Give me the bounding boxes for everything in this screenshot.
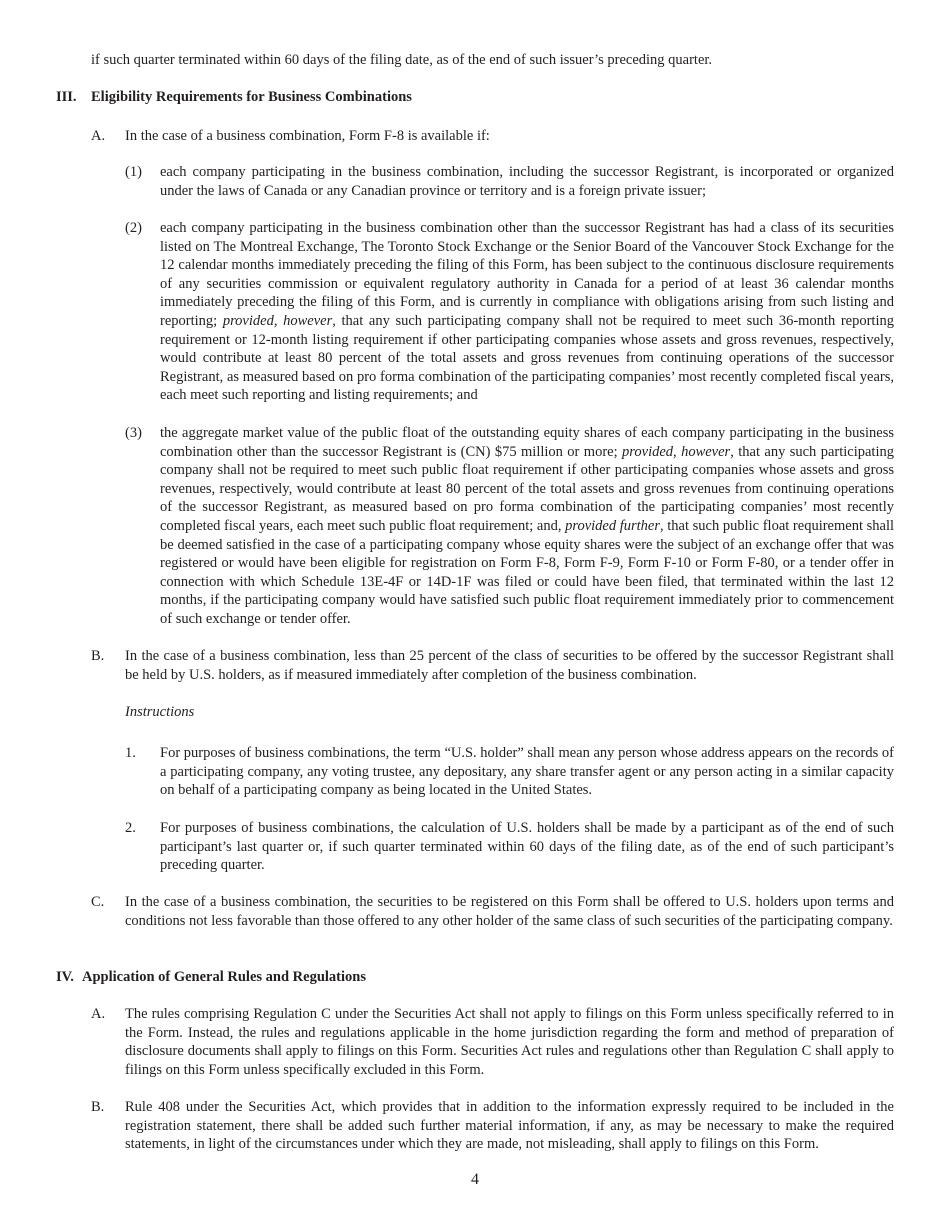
section-iii-c-label: C. <box>91 894 105 910</box>
section-iii-a-text: In the case of a business combination, Form F-8 is available if: <box>125 128 490 144</box>
section-iii-heading: Eligibility Requirements for Business Combinations <box>91 89 412 105</box>
item-1-label: (1) <box>125 164 142 180</box>
instructions-title: Instructions <box>125 704 195 720</box>
instruction-1-text: For purposes of business combinations, the term “U.S. holder” shall mean any person whose address appears on the records of a participating company, any voting trustee, any depositary, any share transfer agent or any person acting in a similar capacity on behalf of a participating company as being located in the United States. <box>160 745 894 799</box>
item-2-label: (2) <box>125 220 142 236</box>
item-3-text-a: the aggregate market value of the public float of the outstanding equity shares of each company participating in the business combination other than the successor Registrant is (CN) $75 million or more; <box>160 425 894 460</box>
section-iv-a-label: A. <box>91 1006 106 1022</box>
instruction-2-text: For purposes of business combinations, the calculation of U.S. holders shall be made by a participant as of the end of such participant’s last quarter or, if such quarter terminated within 60 days of the filing date, as of the end of such participant’s preceding quarter. <box>160 820 894 874</box>
item-3-proviso-further: provided further <box>565 517 661 534</box>
item-2-text-a: each company participating in the business combination other than the successor Registrant has had a class of its securities listed on The Montreal Exchange, The Toronto Stock Exchange or the Senior Board of the Vancouver Stock Exchange for the 12 calendar months immediately preceding the filing of this Form, has been subject to the continuous disclosure requirements of any securities commission or equivalent regulatory authority in Canada for a period of at least 36 calendar months immediately preceding the filing of this Form, and is currently in compliance with obligations arising from such listing and reporting; <box>160 220 894 329</box>
item-2-text-b: , that any such participating company shall not be required to meet such 36-month reporting requirement or 12-month listing requirement if other participating companies whose assets and gross revenues, respectively, would contribute at least 80 percent of the total assets and gross revenues from continuing operations of the successor Registrant, as measured based on pro forma combination of the participating companies’ most recently completed fiscal years, each meet such reporting and listing requirements; and <box>160 312 894 404</box>
section-iv-b-label: B. <box>91 1099 105 1115</box>
section-iv-b-text: Rule 408 under the Securities Act, which provides that in addition to the information expressly required to be included in the registration statement, there shall be added such further material information, if any, as may be necessary to make the required statements, in light of the circumstances under which they are made, not misleading, shall apply to filings on this Form. <box>125 1099 894 1153</box>
instruction-2-label: 2. <box>125 820 136 836</box>
item-3-label: (3) <box>125 425 142 441</box>
item-3-proviso: provided, however <box>622 443 731 460</box>
section-iv-heading: Application of General Rules and Regulations <box>82 969 366 985</box>
section-iii-b-text: In the case of a business combination, less than 25 percent of the class of securities to be offered by the successor Registrant shall be held by U.S. holders, as if measured immediately after completion of the business combination. <box>125 648 894 683</box>
intro-continuation: if such quarter terminated within 60 days of the filing date, as of the end of such issuer’s preceding quarter. <box>91 52 713 68</box>
item-3-text <box>160 424 894 629</box>
item-3-text-c: , that such public float requirement shall be deemed satisfied in the case of a participating company whose equity shares were the subject of an exchange offer that was registered or would have been eligible for registration on Form F-8, Form F-9, Form F-10 or Form F-80, or a tender offer in connection with which Schedule 13E-4F or 14D-1F was filed or could have been filed, that terminated within the last 12 months, if the participating company would have satisfied such public float requirement immediately prior to commencement of such exchange or tender offer. <box>160 517 894 627</box>
section-iii-a-label: A. <box>91 128 106 144</box>
instruction-1-label: 1. <box>125 745 136 761</box>
section-iv-a-text: The rules comprising Regulation C under the Securities Act shall not apply to filings on this Form unless specifically referred to in the Form. Instead, the rules and regulations applicable in the home jurisdiction regarding the form and method of preparation of disclosure documents shall apply to filings on this Form. Securities Act rules and regulations other than Regulation C shall apply to filings on this Form unless specifically excluded in this Form. <box>125 1006 894 1078</box>
section-iii-c-text: In the case of a business combination, the securities to be registered on this Form shall be offered to U.S. holders upon terms and conditions not less favorable than those offered to any other holder of the same class of such securities of the participating company. <box>125 894 894 929</box>
item-3-text-b: , that any such participating company shall not be required to meet such public float requirement if other participating companies whose assets and gross revenues, respectively, would contribute at least 80 percent of the total assets and gross revenues from continuing operations of the successor Registrant, as measured based on pro forma combination of the participating companies’ most recently completed fiscal years, each meet such public float requirement; and, <box>160 443 894 534</box>
section-iii-number: III. <box>56 89 77 105</box>
section-iv-number: IV. <box>56 969 74 985</box>
item-2-text <box>160 219 894 405</box>
page-number: 4 <box>471 1171 479 1188</box>
section-iii-b-label: B. <box>91 648 105 664</box>
item-1-text: each company participating in the business combination, including the successor Registrant, is incorporated or organized under the laws of Canada or any Canadian province or territory and is a foreign private issuer; <box>160 164 894 199</box>
item-2-proviso: provided, however <box>222 312 333 329</box>
